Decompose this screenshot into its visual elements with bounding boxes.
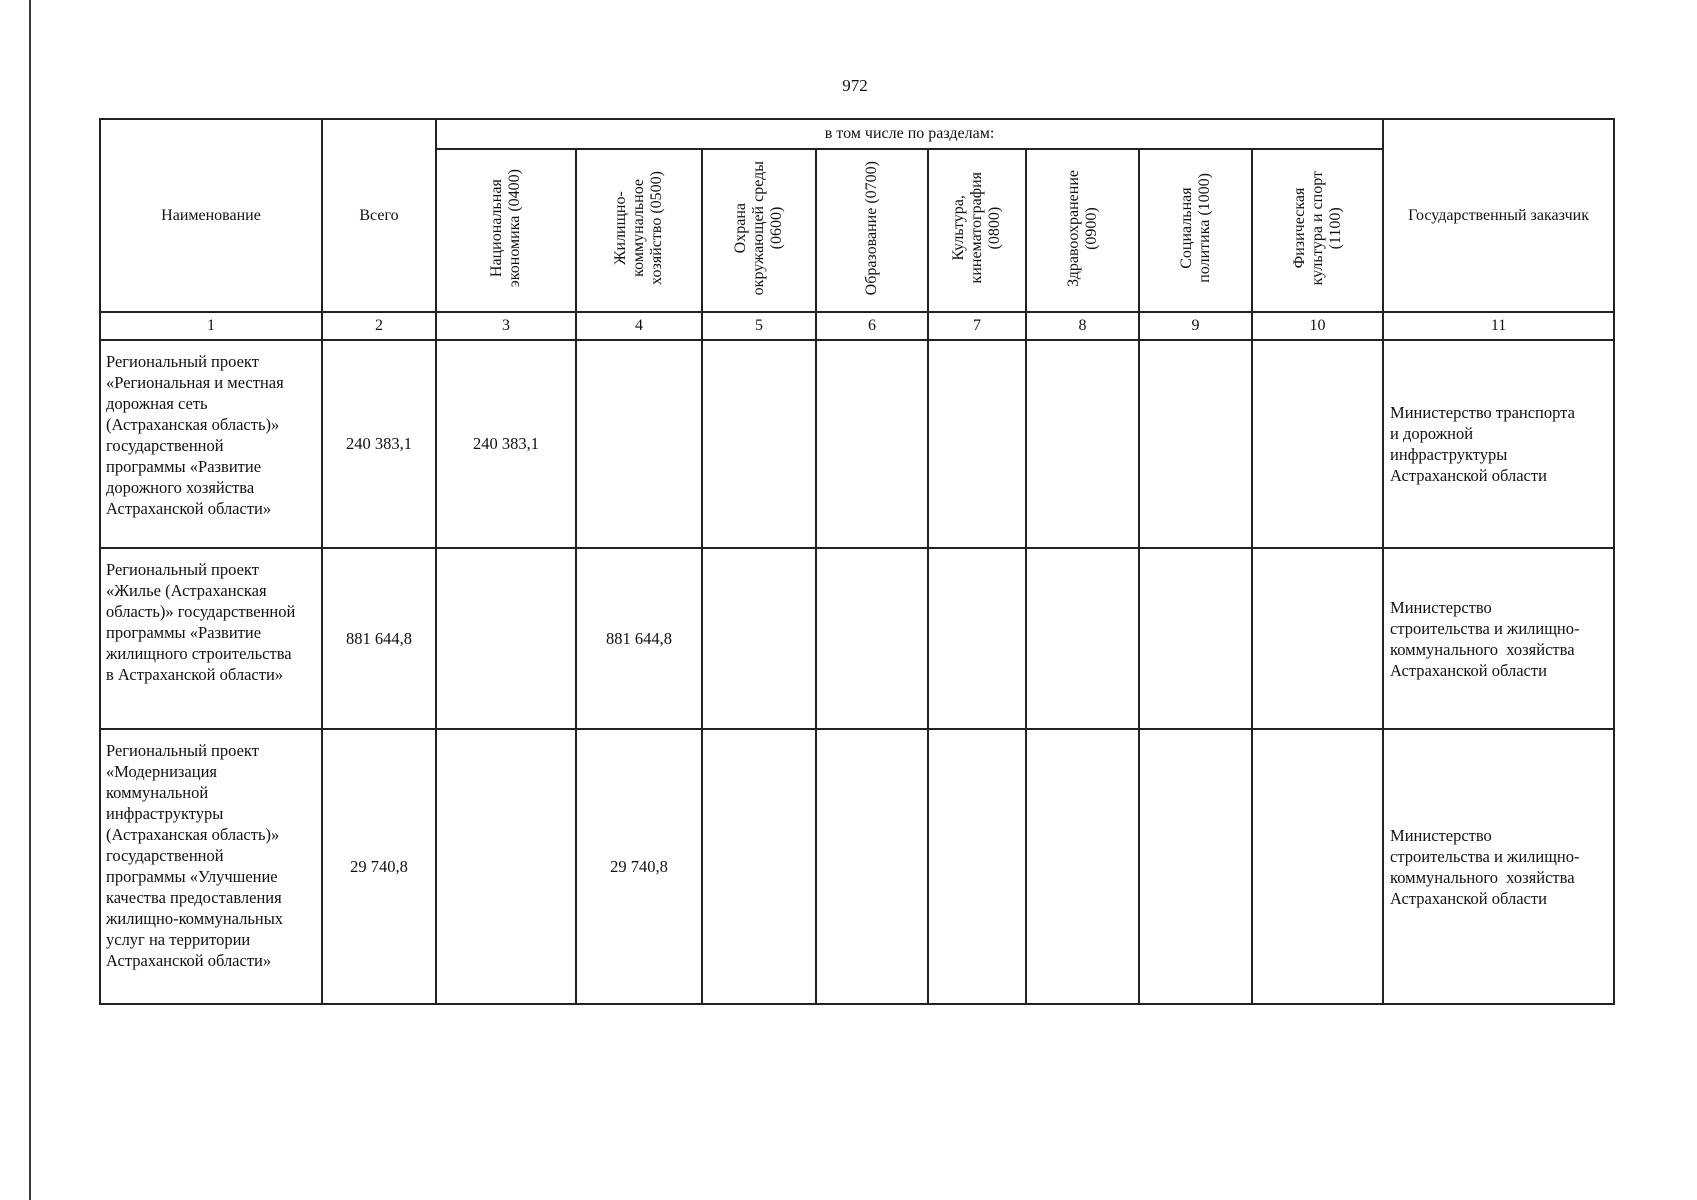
section-value-cell: [816, 340, 928, 548]
header-section-7: [1139, 149, 1252, 312]
header-section-line: Жилищно-: [612, 191, 629, 265]
header-customer: Государственный заказчик: [1383, 119, 1614, 312]
section-value-cell: [928, 340, 1026, 548]
section-value-cell: [702, 729, 816, 1004]
header-sections-group: в том числе по разделам:: [436, 119, 1383, 149]
header-section-4: [816, 149, 928, 312]
section-value-cell: [436, 548, 576, 729]
project-name-line: инфраструктуры: [106, 804, 224, 823]
project-name-line: «Модернизация: [106, 762, 218, 781]
customer-cell: [1383, 729, 1614, 1004]
project-name-line: программы «Развитие: [106, 457, 262, 476]
section-value-cell: [436, 729, 576, 1004]
header-section-line: Национальная: [488, 179, 505, 277]
project-name-line: государственной: [106, 436, 224, 455]
project-name-line: Астраханской области»: [106, 499, 272, 518]
section-value-cell: [928, 548, 1026, 729]
header-section-5: [928, 149, 1026, 312]
project-name-cell: [100, 548, 322, 729]
header-section-line: культура и спорт: [1308, 170, 1326, 286]
project-name-line: жилищно-коммунальных: [106, 909, 284, 928]
header-section-label: [1065, 170, 1101, 287]
project-name-line: государственной: [106, 846, 224, 865]
header-section-line: Социальная: [1177, 187, 1195, 269]
project-name-line: дорожная сеть: [106, 394, 208, 413]
header-section-label: [732, 161, 786, 295]
column-number: 9: [1139, 312, 1252, 340]
header-section-line: (0900): [1082, 206, 1100, 250]
header-section-2: [576, 149, 702, 312]
column-number: 3: [436, 312, 576, 340]
customer-line: коммунального хозяйства: [1390, 639, 1575, 659]
project-name-line: программы «Развитие: [106, 623, 262, 642]
column-number: 5: [702, 312, 816, 340]
header-section-line: окружающей среды: [750, 160, 767, 296]
header-section-8: [1252, 149, 1383, 312]
project-name-line: Региональный проект: [106, 560, 259, 579]
section-value-cell: [1026, 340, 1139, 548]
binding-line: [29, 0, 31, 1200]
customer-line: инфраструктуры: [1390, 445, 1508, 464]
header-section-line: (0800): [986, 206, 1003, 250]
page-number: 972: [842, 76, 868, 95]
header-section-line: политика (1000): [1195, 173, 1213, 283]
section-value-cell: [702, 340, 816, 548]
project-name-line: (Астраханская область)»: [106, 825, 280, 844]
section-value-cell: [1252, 729, 1383, 1004]
column-number: 11: [1383, 312, 1614, 340]
table-row: [100, 340, 1614, 548]
header-section-line: экономика (0400): [506, 168, 523, 288]
project-name-line: Астраханской области»: [106, 951, 272, 970]
section-value-cell: [1252, 340, 1383, 548]
column-number-row: [100, 312, 1614, 340]
column-number: 1: [100, 312, 322, 340]
customer-line: Министерство транспорта: [1390, 403, 1575, 422]
total-cell: 240 383,1: [322, 340, 436, 548]
total-cell: 29 740,8: [322, 729, 436, 1004]
column-number: 8: [1026, 312, 1139, 340]
section-value-cell: [576, 340, 702, 548]
section-value-cell: [928, 729, 1026, 1004]
customer-line: Астраханской области: [1390, 888, 1547, 908]
header-section-line: (1100): [1326, 206, 1344, 250]
project-name-line: программы «Улучшение: [106, 867, 278, 886]
section-value-cell: 240 383,1: [436, 340, 576, 548]
column-number: 2: [322, 312, 436, 340]
header-section-line: Образование (0700): [863, 160, 880, 296]
section-value-cell: [1252, 548, 1383, 729]
project-name-line: в Астраханской области»: [106, 665, 284, 684]
header-section-label: [950, 172, 1004, 283]
project-name-line: Региональный проект: [106, 352, 259, 371]
customer-line: коммунального хозяйства: [1390, 867, 1575, 887]
project-name-line: Региональный проект: [106, 741, 259, 760]
customer-cell: [1383, 340, 1614, 548]
customer-line: Министерство: [1390, 597, 1492, 617]
customer-line: Министерство: [1390, 825, 1492, 845]
table-body: [100, 340, 1614, 1004]
project-name-line: «Региональная и местная: [106, 373, 284, 392]
header-section-6: [1026, 149, 1139, 312]
section-value-cell: [816, 729, 928, 1004]
header-section-label: [863, 161, 881, 295]
header-section-line: Физическая: [1290, 187, 1308, 269]
budget-table: [99, 118, 1615, 1005]
header-section-line: Культура,: [950, 195, 967, 261]
project-name-cell: [100, 340, 322, 548]
table-row: [100, 729, 1614, 1004]
project-name-line: (Астраханская область)»: [106, 415, 280, 434]
section-value-cell: [1026, 729, 1139, 1004]
project-name-line: коммунальной: [106, 783, 209, 802]
section-value-cell: [1026, 548, 1139, 729]
column-number: 7: [928, 312, 1026, 340]
section-value-cell: [702, 548, 816, 729]
section-value-cell: [1139, 340, 1252, 548]
project-name-line: область)» государственной: [106, 602, 296, 621]
column-number: 4: [576, 312, 702, 340]
project-name-cell: [100, 729, 322, 1004]
header-section-line: коммунальное: [630, 179, 647, 277]
header-name: Наименование: [100, 119, 322, 312]
header-section-label: [612, 171, 666, 285]
customer-line: строительства и жилищно-: [1390, 618, 1580, 638]
header-section-label: [1291, 171, 1345, 285]
header-section-line: хозяйство (0500): [648, 171, 665, 285]
section-value-cell: 29 740,8: [576, 729, 702, 1004]
customer-line: Астраханской области: [1390, 466, 1547, 485]
header-section-label: [1178, 173, 1214, 283]
header-total: Всего: [322, 119, 436, 312]
section-value-cell: [1139, 548, 1252, 729]
customer-line: строительства и жилищно-: [1390, 846, 1580, 866]
customer-cell: [1383, 548, 1614, 729]
header-section-label: [488, 169, 524, 287]
project-name-line: услуг на территории: [106, 930, 251, 949]
section-value-cell: 881 644,8: [576, 548, 702, 729]
header-section-line: (0600): [768, 206, 785, 250]
header-section-3: [702, 149, 816, 312]
project-name-line: качества предоставления: [106, 888, 282, 907]
header-section-1: [436, 149, 576, 312]
section-value-cell: [1139, 729, 1252, 1004]
header-section-line: Охрана: [732, 202, 749, 254]
project-name-line: дорожного хозяйства: [106, 478, 255, 497]
section-value-cell: [816, 548, 928, 729]
customer-line: и дорожной: [1390, 424, 1474, 443]
total-cell: 881 644,8: [322, 548, 436, 729]
column-number: 10: [1252, 312, 1383, 340]
header-section-line: кинематография: [968, 172, 985, 284]
table-row: [100, 548, 1614, 729]
header-section-line: Здравоохранение: [1064, 169, 1082, 287]
project-name-line: жилищного строительства: [106, 644, 292, 663]
customer-line: Астраханской области: [1390, 660, 1547, 680]
project-name-line: «Жилье (Астраханская: [106, 581, 267, 600]
column-number: 6: [816, 312, 928, 340]
